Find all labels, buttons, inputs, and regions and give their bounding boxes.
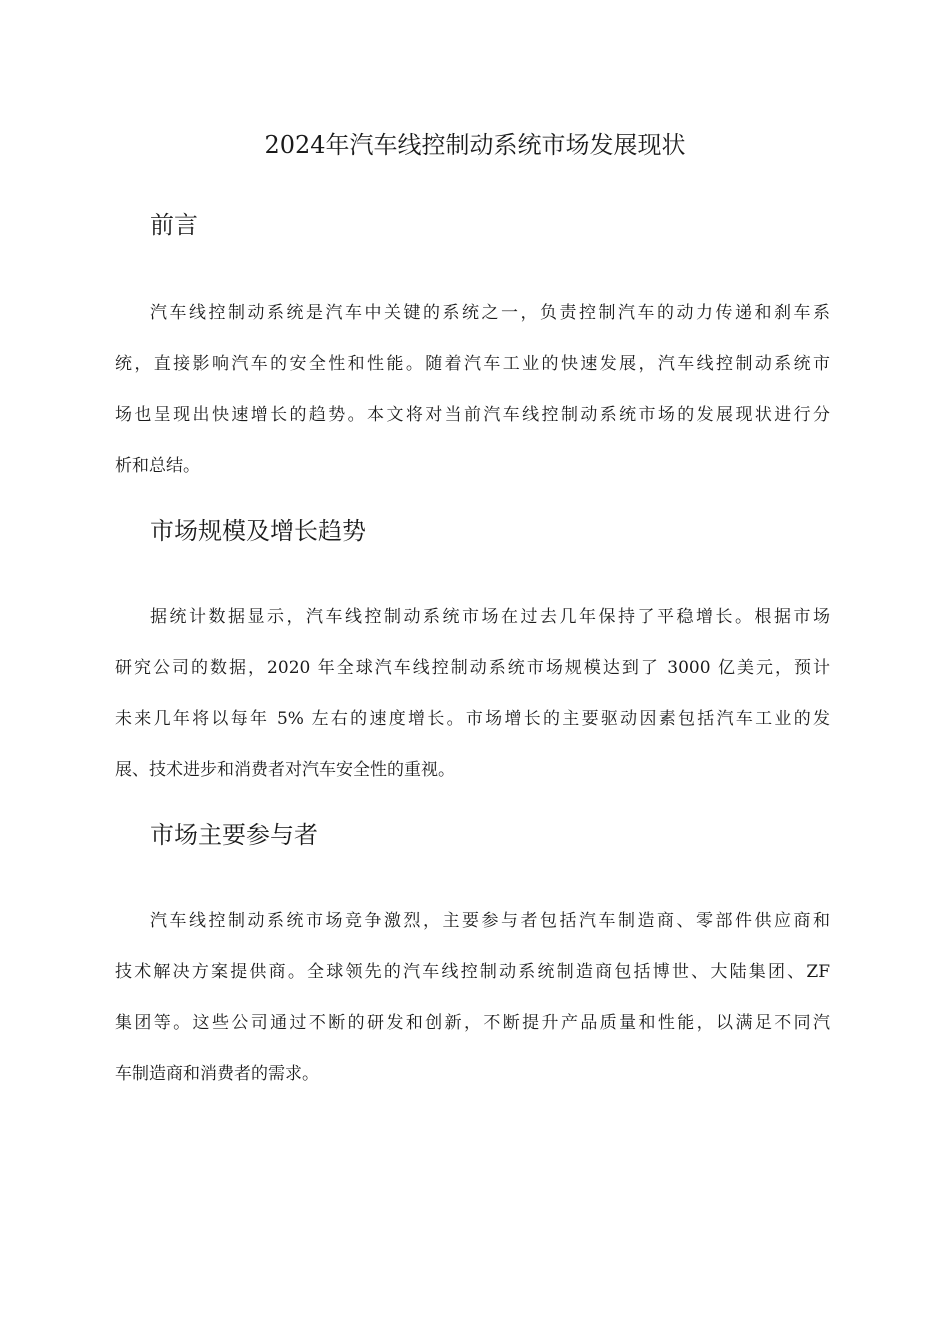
paragraph-preface: [115, 288, 830, 492]
paragraph-line: 析和总结。: [115, 456, 200, 476]
paragraph-line: 技术解决方案提供商。全球领先的汽车线控制动系统制造商包括博世、大陆集团、ZF: [115, 962, 830, 982]
paragraph-line: 展、技术进步和消费者对汽车安全性的重视。: [115, 760, 455, 780]
paragraph-line: 研究公司的数据，2020 年全球汽车线控制动系统市场规模达到了 3000 亿美元，预计: [115, 658, 830, 678]
paragraph-line: 统，直接影响汽车的安全性和性能。随着汽车工业的快速发展，汽车线控制动系统市: [115, 354, 830, 374]
section-heading-key-players: 市场主要参与者: [150, 821, 318, 849]
paragraph-key-players: [115, 896, 830, 1100]
paragraph-line: 据统计数据显示，汽车线控制动系统市场在过去几年保持了平稳增长。根据市场: [150, 607, 830, 627]
paragraph-line: 未来几年将以每年 5% 左右的速度增长。市场增长的主要驱动因素包括汽车工业的发: [115, 709, 830, 729]
document-title: 2024年汽车线控制动系统市场发展现状: [264, 131, 686, 159]
section-heading-preface: 前言: [150, 211, 198, 239]
paragraph-line: 车制造商和消费者的需求。: [115, 1064, 319, 1084]
paragraph-market-size: [115, 592, 830, 796]
paragraph-line: 汽车线控制动系统是汽车中关键的系统之一，负责控制汽车的动力传递和刹车系: [150, 303, 830, 323]
paragraph-line: 汽车线控制动系统市场竞争激烈，主要参与者包括汽车制造商、零部件供应商和: [150, 911, 830, 931]
paragraph-line: 场也呈现出快速增长的趋势。本文将对当前汽车线控制动系统市场的发展现状进行分: [115, 405, 830, 425]
section-heading-market-size: 市场规模及增长趋势: [150, 517, 366, 545]
paragraph-line: 集团等。这些公司通过不断的研发和创新，不断提升产品质量和性能，以满足不同汽: [115, 1013, 830, 1033]
